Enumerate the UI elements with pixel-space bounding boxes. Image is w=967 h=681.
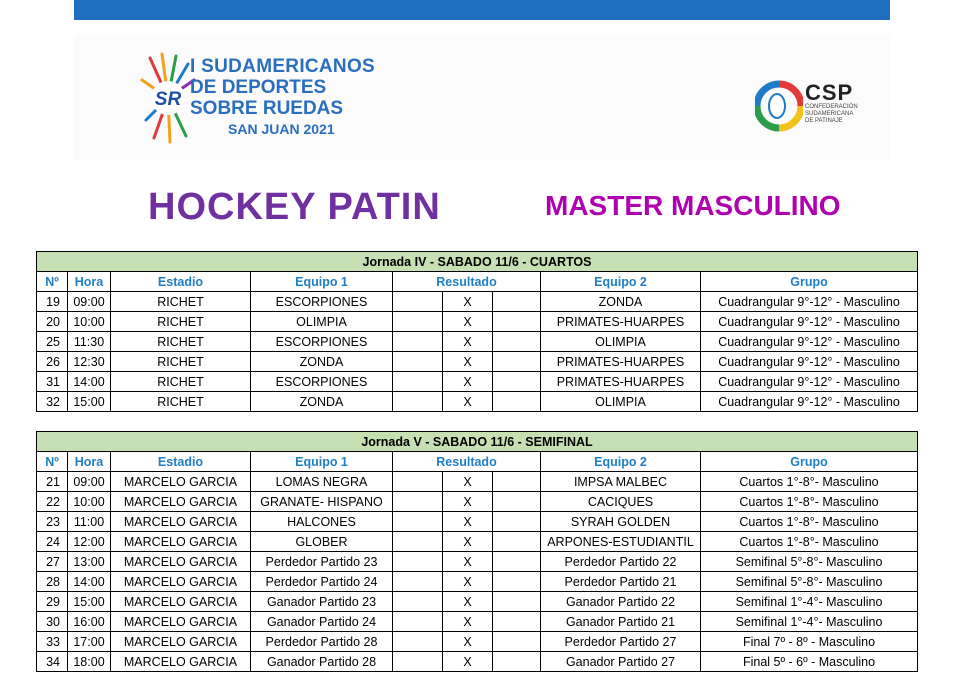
score-1 (393, 512, 443, 532)
team-1: GRANATE- HISPANO (251, 492, 393, 512)
col-header-hora: Hora (68, 272, 111, 292)
table-row (37, 512, 918, 532)
spacer-cell (493, 412, 541, 432)
match-stadium: MARCELO GARCIA (111, 632, 251, 652)
team-1: Perdedor Partido 23 (251, 552, 393, 572)
match-time: 15:00 (68, 392, 111, 412)
col-header-num: Nº (37, 452, 68, 472)
match-time: 10:00 (68, 312, 111, 332)
match-stadium: MARCELO GARCIA (111, 652, 251, 672)
match-group: Cuadrangular 9°-12° - Masculino (701, 312, 918, 332)
col-header-num: Nº (37, 272, 68, 292)
match-stadium: MARCELO GARCIA (111, 512, 251, 532)
score-2 (493, 492, 541, 512)
match-number: 20 (37, 312, 68, 332)
versus-mark: X (443, 552, 493, 572)
event-title-line4: SAN JUAN 2021 (228, 121, 335, 137)
versus-mark: X (443, 572, 493, 592)
match-time: 12:30 (68, 352, 111, 372)
team-2: PRIMATES-HUARPES (541, 372, 701, 392)
match-group: Final 5º - 6º - Masculino (701, 652, 918, 672)
table-row (37, 392, 918, 412)
table-row (37, 572, 918, 592)
score-1 (393, 532, 443, 552)
versus-mark: X (443, 372, 493, 392)
match-stadium: RICHET (111, 332, 251, 352)
versus-mark: X (443, 312, 493, 332)
match-number: 30 (37, 612, 68, 632)
match-number: 29 (37, 592, 68, 612)
score-2 (493, 552, 541, 572)
match-time: 10:00 (68, 492, 111, 512)
team-1: HALCONES (251, 512, 393, 532)
score-2 (493, 532, 541, 552)
score-1 (393, 492, 443, 512)
score-1 (393, 352, 443, 372)
table-row (37, 372, 918, 392)
csp-name-line1: CONFEDERACIÓN (805, 104, 858, 110)
col-header-resultado: Resultado (393, 272, 541, 292)
svg-text:SR: SR (154, 89, 182, 110)
match-number: 24 (37, 532, 68, 552)
match-group: Cuadrangular 9°-12° - Masculino (701, 372, 918, 392)
team-2: SYRAH GOLDEN (541, 512, 701, 532)
match-number: 34 (37, 652, 68, 672)
match-group: Cuartos 1°-8°- Masculino (701, 512, 918, 532)
spacer-cell (251, 412, 393, 432)
match-time: 14:00 (68, 572, 111, 592)
match-time: 11:30 (68, 332, 111, 352)
spacer-cell (393, 412, 443, 432)
match-time: 16:00 (68, 612, 111, 632)
versus-mark: X (443, 632, 493, 652)
team-2: PRIMATES-HUARPES (541, 352, 701, 372)
table-row (37, 492, 918, 512)
team-1: Perdedor Partido 24 (251, 572, 393, 592)
csp-ring-icon (755, 80, 803, 136)
table-row (37, 292, 918, 312)
match-group: Cuadrangular 9°-12° - Masculino (701, 352, 918, 372)
match-time: 12:00 (68, 532, 111, 552)
score-1 (393, 472, 443, 492)
team-1: ESCORPIONES (251, 292, 393, 312)
versus-mark: X (443, 352, 493, 372)
match-number: 25 (37, 332, 68, 352)
table-row (37, 612, 918, 632)
match-time: 14:00 (68, 372, 111, 392)
match-group: Cuartos 1°-8°- Masculino (701, 532, 918, 552)
spacer-cell (37, 412, 68, 432)
top-color-bar (74, 0, 890, 20)
match-time: 18:00 (68, 652, 111, 672)
table-row (37, 552, 918, 572)
csp-acronym: CSP (805, 80, 854, 105)
spacer-cell (701, 412, 918, 432)
versus-mark: X (443, 532, 493, 552)
match-time: 13:00 (68, 552, 111, 572)
team-1: ESCORPIONES (251, 372, 393, 392)
team-1: ZONDA (251, 352, 393, 372)
score-1 (393, 312, 443, 332)
score-1 (393, 392, 443, 412)
versus-mark: X (443, 492, 493, 512)
table-row (37, 592, 918, 612)
category-title: MASTER MASCULINO (545, 190, 841, 221)
team-1: Ganador Partido 28 (251, 652, 393, 672)
match-number: 19 (37, 292, 68, 312)
score-1 (393, 592, 443, 612)
score-2 (493, 592, 541, 612)
score-2 (493, 372, 541, 392)
score-1 (393, 552, 443, 572)
column-header-row (37, 452, 918, 472)
match-stadium: MARCELO GARCIA (111, 552, 251, 572)
match-group: Cuadrangular 9°-12° - Masculino (701, 292, 918, 312)
table-row (37, 472, 918, 492)
score-1 (393, 572, 443, 592)
jornada-title: Jornada V - SABADO 11/6 - SEMIFINAL (37, 432, 918, 452)
match-stadium: RICHET (111, 352, 251, 372)
match-group: Semifinal 5°-8°- Masculino (701, 572, 918, 592)
match-number: 22 (37, 492, 68, 512)
score-2 (493, 292, 541, 312)
versus-mark: X (443, 612, 493, 632)
score-2 (493, 652, 541, 672)
match-stadium: MARCELO GARCIA (111, 532, 251, 552)
team-2: ARPONES-ESTUDIANTIL (541, 532, 701, 552)
score-2 (493, 512, 541, 532)
spacer-cell (541, 412, 701, 432)
versus-mark: X (443, 392, 493, 412)
team-1: LOMAS NEGRA (251, 472, 393, 492)
match-number: 28 (37, 572, 68, 592)
event-title-line2: DE DEPORTES (190, 77, 327, 98)
match-number: 31 (37, 372, 68, 392)
team-2: CACIQUES (541, 492, 701, 512)
match-number: 32 (37, 392, 68, 412)
score-2 (493, 632, 541, 652)
score-1 (393, 372, 443, 392)
jornada-title-row (37, 252, 918, 272)
match-number: 33 (37, 632, 68, 652)
column-header-row (37, 272, 918, 292)
match-number: 21 (37, 472, 68, 492)
team-2: Perdedor Partido 21 (541, 572, 701, 592)
team-2: Perdedor Partido 22 (541, 552, 701, 572)
versus-mark: X (443, 512, 493, 532)
score-2 (493, 392, 541, 412)
spacer-row (37, 412, 918, 432)
team-2: Ganador Partido 22 (541, 592, 701, 612)
versus-mark: X (443, 592, 493, 612)
match-stadium: RICHET (111, 392, 251, 412)
versus-mark: X (443, 292, 493, 312)
team-1: ESCORPIONES (251, 332, 393, 352)
match-stadium: RICHET (111, 292, 251, 312)
match-stadium: RICHET (111, 372, 251, 392)
match-group: Cuadrangular 9°-12° - Masculino (701, 332, 918, 352)
team-1: Ganador Partido 24 (251, 612, 393, 632)
col-header-estadio: Estadio (111, 272, 251, 292)
score-2 (493, 312, 541, 332)
table-row (37, 632, 918, 652)
score-2 (493, 332, 541, 352)
csp-logo (755, 80, 865, 136)
team-1: Ganador Partido 23 (251, 592, 393, 612)
team-2: PRIMATES-HUARPES (541, 312, 701, 332)
match-group: Final 7º - 8º - Masculino (701, 632, 918, 652)
table-row (37, 532, 918, 552)
match-stadium: MARCELO GARCIA (111, 612, 251, 632)
match-stadium: MARCELO GARCIA (111, 572, 251, 592)
sudamericanos-logo (140, 50, 385, 150)
team-2: Ganador Partido 21 (541, 612, 701, 632)
match-stadium: MARCELO GARCIA (111, 492, 251, 512)
match-number: 23 (37, 512, 68, 532)
jornada-title-row (37, 432, 918, 452)
match-time: 09:00 (68, 472, 111, 492)
versus-mark: X (443, 652, 493, 672)
col-header-equipo1: Equipo 1 (251, 272, 393, 292)
score-1 (393, 652, 443, 672)
col-header-grupo: Grupo (701, 272, 918, 292)
match-group: Semifinal 1°-4°- Masculino (701, 612, 918, 632)
event-title-line3: SOBRE RUEDAS (190, 98, 344, 119)
col-header-hora: Hora (68, 452, 111, 472)
sport-title: HOCKEY PATIN (148, 186, 441, 228)
table-row (37, 312, 918, 332)
team-2: OLIMPIA (541, 392, 701, 412)
team-1: ZONDA (251, 392, 393, 412)
col-header-equipo1: Equipo 1 (251, 452, 393, 472)
match-stadium: RICHET (111, 312, 251, 332)
match-group: Cuartos 1°-8°- Masculino (701, 472, 918, 492)
versus-mark: X (443, 472, 493, 492)
schedule-table (36, 251, 918, 672)
match-stadium: MARCELO GARCIA (111, 472, 251, 492)
csp-name-line2: SUDAMERICANA (805, 111, 854, 117)
score-2 (493, 572, 541, 592)
team-1: OLIMPIA (251, 312, 393, 332)
match-group: Cuartos 1°-8°- Masculino (701, 492, 918, 512)
versus-mark: X (443, 332, 493, 352)
event-title-line1: I SUDAMERICANOS (190, 56, 376, 77)
score-1 (393, 632, 443, 652)
team-1: GLOBER (251, 532, 393, 552)
match-time: 09:00 (68, 292, 111, 312)
score-2 (493, 352, 541, 372)
score-2 (493, 612, 541, 632)
score-1 (393, 612, 443, 632)
table-row (37, 332, 918, 352)
spacer-cell (68, 412, 111, 432)
team-2: Ganador Partido 27 (541, 652, 701, 672)
match-stadium: MARCELO GARCIA (111, 592, 251, 612)
table-row (37, 652, 918, 672)
score-2 (493, 472, 541, 492)
match-time: 11:00 (68, 512, 111, 532)
col-header-resultado: Resultado (393, 452, 541, 472)
match-group: Semifinal 5°-8°- Masculino (701, 552, 918, 572)
col-header-equipo2: Equipo 2 (541, 272, 701, 292)
match-number: 27 (37, 552, 68, 572)
score-1 (393, 332, 443, 352)
col-header-grupo: Grupo (701, 452, 918, 472)
score-1 (393, 292, 443, 312)
team-1: Perdedor Partido 28 (251, 632, 393, 652)
match-group: Semifinal 1°-4°- Masculino (701, 592, 918, 612)
jornada-title: Jornada IV - SABADO 11/6 - CUARTOS (37, 252, 918, 272)
match-number: 26 (37, 352, 68, 372)
table-row (37, 352, 918, 372)
spacer-cell (443, 412, 493, 432)
team-2: IMPSA MALBEC (541, 472, 701, 492)
col-header-estadio: Estadio (111, 452, 251, 472)
match-time: 15:00 (68, 592, 111, 612)
csp-name-line3: DE PATINAJE (805, 118, 843, 124)
spacer-cell (111, 412, 251, 432)
match-time: 17:00 (68, 632, 111, 652)
team-2: ZONDA (541, 292, 701, 312)
team-2: OLIMPIA (541, 332, 701, 352)
team-2: Perdedor Partido 27 (541, 632, 701, 652)
match-group: Cuadrangular 9°-12° - Masculino (701, 392, 918, 412)
col-header-equipo2: Equipo 2 (541, 452, 701, 472)
